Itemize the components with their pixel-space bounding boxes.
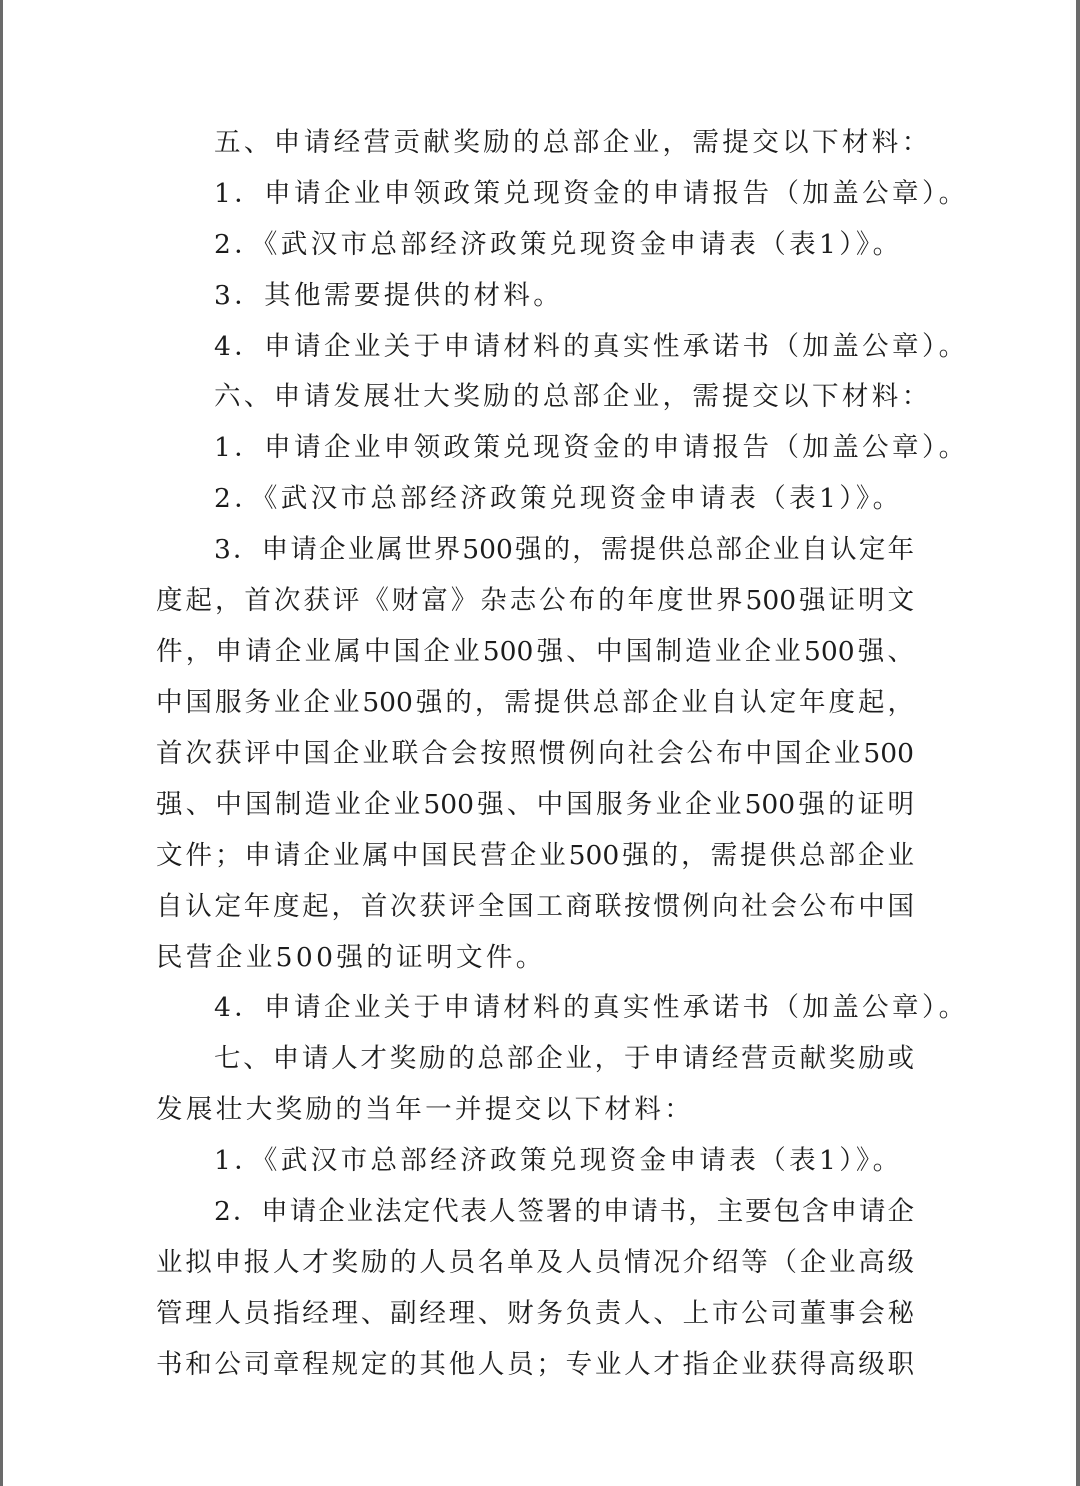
section-heading-seven: 七、申请人才奖励的总部企业，于申请经营贡献奖励或 <box>214 1043 914 1074</box>
section-heading-six: 六、申请发展壮大奖励的总部企业，需提交以下材料： <box>214 381 932 412</box>
list-item: 1．申请企业申领政策兑现资金的申请报告（加盖公章）。 <box>214 178 969 209</box>
paragraph-line: 首次获评中国企业联合会按照惯例向社会公布中国企业500 <box>156 738 914 769</box>
paragraph-line: 3．申请企业属世界500强的，需提供总部企业自认定年 <box>214 534 914 565</box>
list-item: 2．《武汉市总部经济政策兑现资金申请表（表1）》。 <box>214 483 903 514</box>
list-item: 2．《武汉市总部经济政策兑现资金申请表（表1）》。 <box>214 229 903 260</box>
paragraph-line: 强、中国制造业企业500强、中国服务业企业500强的证明 <box>156 789 914 820</box>
paragraph-line: 民营企业500强的证明文件。 <box>156 942 546 973</box>
paragraph-line: 发展壮大奖励的当年一并提交以下材料： <box>156 1094 695 1125</box>
paragraph-line: 自认定年度起，首次获评全国工商联按惯例向社会公布中国 <box>156 891 914 922</box>
paragraph-line: 中国服务业企业500强的，需提供总部企业自认定年度起， <box>156 687 914 718</box>
paragraph-line: 度起，首次获评《财富》杂志公布的年度世界500强证明文 <box>156 585 914 616</box>
paragraph-line: 业拟申报人才奖励的人员名单及人员情况介绍等（企业高级 <box>156 1247 914 1278</box>
paragraph-line: 件，申请企业属中国企业500强、中国制造业企业500强、 <box>156 636 914 667</box>
list-item: 3．其他需要提供的材料。 <box>214 280 564 311</box>
paragraph-line: 文件；申请企业属中国民营企业500强的，需提供总部企业 <box>156 840 914 871</box>
page-left-edge <box>0 0 3 1486</box>
section-heading-five: 五、申请经营贡献奖励的总部企业，需提交以下材料： <box>214 127 932 158</box>
paragraph-line: 书和公司章程规定的其他人员；专业人才指企业获得高级职 <box>156 1349 914 1380</box>
list-item: 1．申请企业申领政策兑现资金的申请报告（加盖公章）。 <box>214 432 969 463</box>
paragraph-line: 管理人员指经理、副经理、财务负责人、上市公司董事会秘 <box>156 1298 914 1329</box>
page-right-edge <box>1076 0 1080 1486</box>
paragraph-line: 2．申请企业法定代表人签署的申请书，主要包含申请企 <box>214 1196 914 1227</box>
list-item: 4．申请企业关于申请材料的真实性承诺书（加盖公章）。 <box>214 331 969 362</box>
list-item: 4．申请企业关于申请材料的真实性承诺书（加盖公章）。 <box>214 992 969 1023</box>
list-item: 1．《武汉市总部经济政策兑现资金申请表（表1）》。 <box>214 1145 903 1176</box>
